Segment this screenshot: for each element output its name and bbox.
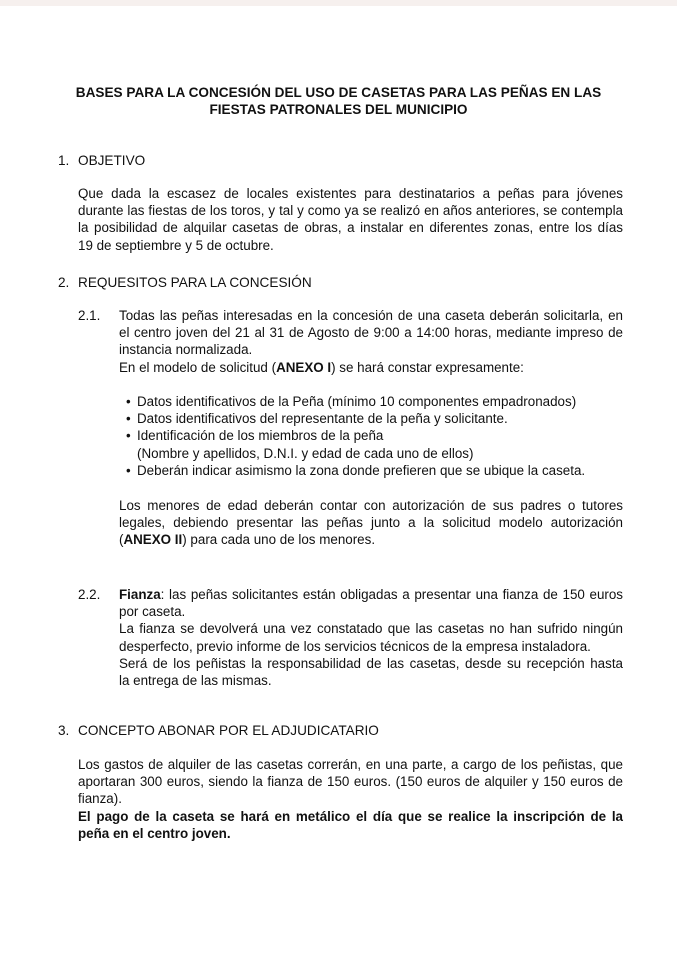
section-title: REQUESITOS PARA LA CONCESIÓN	[78, 275, 312, 290]
bullet-icon: •	[126, 411, 131, 427]
paragraph-line: instancia normalizada.	[119, 342, 253, 358]
paragraph-line: 19 de septiembre y 5 de octubre.	[78, 237, 274, 253]
list-item	[126, 410, 626, 427]
document-title	[40, 84, 637, 118]
requirement-2-2-text	[119, 586, 623, 689]
list-item-text: Identificación de los miembros de la peña	[137, 428, 384, 444]
section-2-heading	[58, 274, 312, 291]
paragraph-line: la posibilidad de alquilar casetas de obras, a instalar en diferentes zonas, entre los días	[78, 220, 623, 236]
payment-note-line: El pago de la caseta se hará en metálico el día que se realice la inscripción de la	[78, 808, 623, 824]
list-item-text: Datos identificativos de la Peña (mínimo 10 componentes empadronados)	[137, 394, 577, 409]
paragraph-line: aportaran 300 euros, siendo la fianza de 150 euros. (150 euros de alquiler y 150 euros de	[78, 774, 623, 790]
model-line	[119, 359, 623, 376]
section-title: CONCEPTO ABONAR POR EL ADJUDICATARIO	[78, 723, 379, 738]
section-number: 3.	[58, 723, 70, 738]
payment-note-line: peña en el centro joven.	[78, 825, 231, 841]
paragraph-line: durante las fiestas de los toros, y tal y como ya se realizó en años anteriores, se contempla	[78, 203, 623, 219]
paragraph-line: Los gastos de alquiler de las casetas correrán, en una parte, a cargo de los peñistas, que	[78, 757, 623, 772]
paragraph-line: el centro joven del 21 al 31 de Agosto de 9:00 a 14:00 horas, mediante impreso de	[119, 325, 623, 341]
paragraph-line	[119, 531, 623, 548]
anexo-ii-reference: ANEXO II	[123, 532, 183, 548]
paragraph-text: : las peñas solicitantes están obligadas a presentar una fianza de 150 euros	[160, 587, 623, 602]
subsection-number: 2.1.	[78, 308, 101, 323]
model-text: ) se hará constar expresamente:	[331, 359, 524, 375]
requirements-bullet-list	[126, 393, 626, 479]
list-item-text: Datos identificativos del representante de la peña y solicitante.	[137, 411, 508, 427]
bullet-icon: •	[126, 428, 131, 444]
list-item	[126, 462, 626, 479]
paragraph-line: Los menores de edad deberán contar con autorización de sus padres o tutores	[119, 498, 623, 513]
paragraph-line: legales, debiendo presentar las peñas junto a la solicitud modelo autorización	[119, 515, 623, 531]
requirement-2-1-text	[119, 307, 623, 376]
section-1-heading	[58, 152, 145, 169]
paragraph-line: fianza).	[78, 791, 122, 807]
top-band	[0, 0, 677, 6]
paragraph-line: desperfecto, previo informe de los servicios técnicos de la empresa instaladora.	[119, 638, 591, 654]
list-item	[126, 393, 626, 410]
paragraph-line	[119, 586, 623, 603]
paragraph-line: La fianza se devolverá una vez constatado que las casetas no han sufrido ningún	[119, 621, 623, 637]
list-item-text: Deberán indicar asimismo la zona donde prefieren que se ubique la caseta.	[137, 462, 586, 478]
bullet-icon: •	[126, 394, 131, 409]
concepto-paragraph	[78, 756, 623, 842]
anexo-i-reference: ANEXO I	[276, 359, 332, 375]
paragraph-text: (	[119, 532, 124, 548]
paragraph-line: por caseta.	[119, 604, 186, 620]
title-line-2: FIESTAS PATRONALES DEL MUNICIPIO	[209, 102, 468, 117]
section-3-heading	[58, 722, 379, 739]
fianza-label: Fianza	[119, 587, 161, 602]
paragraph-line: Que dada la escasez de locales existentes para destinatarios a peñas para jóvenes	[78, 186, 623, 201]
minors-paragraph	[119, 497, 623, 549]
objetivo-paragraph	[78, 185, 623, 254]
paragraph-text: ) para cada uno de los menores.	[182, 532, 376, 548]
model-text: En el modelo de solicitud (	[119, 359, 277, 375]
paragraph-line: Será de los peñistas la responsabilidad de las casetas, desde su recepción hasta	[119, 655, 623, 671]
section-number: 2.	[58, 275, 70, 290]
paragraph-line: Todas las peñas interesadas en la concesión de una caseta deberán solicitarla, en	[119, 308, 623, 323]
paragraph-line: la entrega de las mismas.	[119, 673, 272, 689]
bullet-icon: •	[126, 462, 131, 478]
section-title: OBJETIVO	[78, 153, 146, 168]
section-number: 1.	[58, 153, 70, 168]
subsection-number: 2.2.	[78, 587, 101, 602]
title-line-1: BASES PARA LA CONCESIÓN DEL USO DE CASETAS PARA LAS PEÑAS EN LAS	[75, 85, 602, 100]
list-item-continuation: (Nombre y apellidos, D.N.I. y edad de cada uno de ellos)	[137, 445, 474, 461]
list-item	[126, 427, 626, 461]
